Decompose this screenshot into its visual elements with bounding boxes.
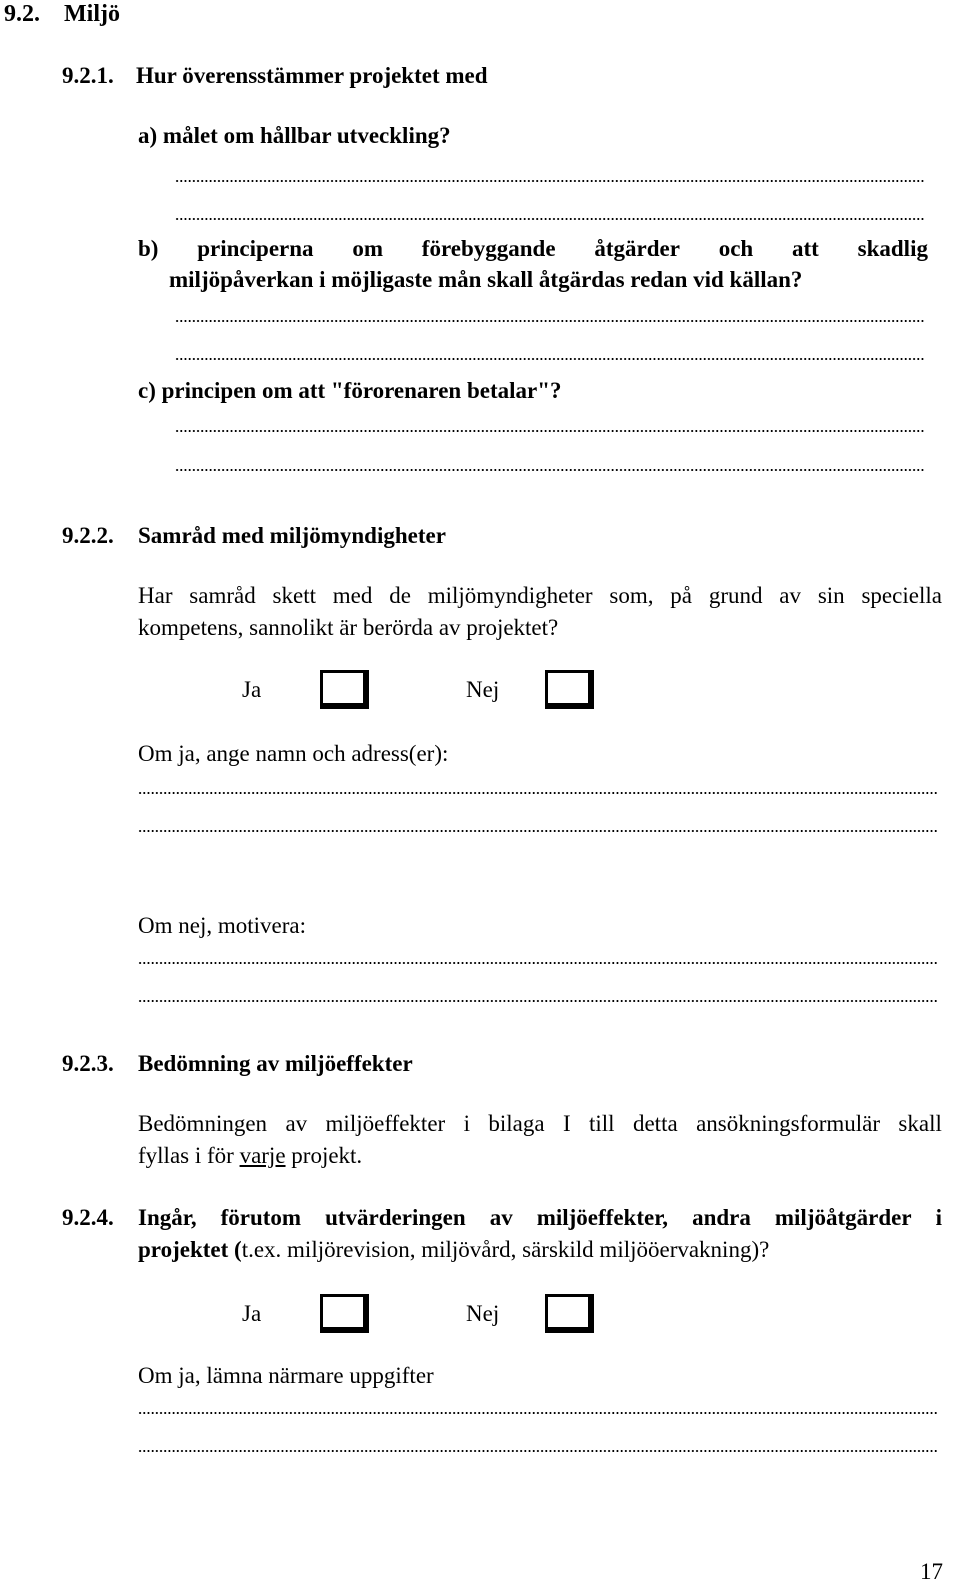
no-checkbox-2[interactable] xyxy=(545,1294,594,1333)
word: b) xyxy=(138,236,159,261)
word: av xyxy=(779,583,802,608)
answer-line-b2[interactable] xyxy=(175,358,925,360)
answer-line-b1[interactable] xyxy=(175,320,925,322)
text: projekt. xyxy=(285,1143,363,1168)
other-measures-question-line1 xyxy=(138,1204,942,1232)
if-yes-label-2: Om ja, lämna närmare uppgifter xyxy=(138,1363,434,1388)
word: Har xyxy=(138,583,173,608)
word: skadlig xyxy=(857,236,928,261)
if-no-label: Om nej, motivera: xyxy=(138,913,306,938)
word: speciella xyxy=(861,583,942,608)
assessment-text-line2 xyxy=(138,1142,362,1170)
word: och xyxy=(718,236,754,261)
subsection-number-3: 9.2.3. xyxy=(62,1051,114,1076)
assessment-text-line1 xyxy=(138,1110,942,1138)
section-title: Miljö xyxy=(64,1,120,27)
word: i xyxy=(463,1111,470,1136)
word: av xyxy=(285,1111,308,1136)
answer-line-c1[interactable] xyxy=(175,430,925,432)
word: grund xyxy=(708,583,763,608)
answer-line-motivate1[interactable] xyxy=(138,962,938,964)
answer-line-a2[interactable] xyxy=(175,218,925,220)
word: de xyxy=(389,583,411,608)
answer-line-details2[interactable] xyxy=(138,1450,938,1452)
no-label-1: Nej xyxy=(466,677,500,702)
word: miljöeffekter xyxy=(325,1111,446,1136)
word: Bedömningen xyxy=(138,1111,268,1136)
answer-line-names2[interactable] xyxy=(138,830,938,832)
word: i xyxy=(935,1205,942,1230)
text: projektet ( xyxy=(138,1237,242,1262)
answer-line-names1[interactable] xyxy=(138,792,938,794)
other-measures-question-line2 xyxy=(138,1236,769,1264)
word: andra xyxy=(692,1205,751,1230)
word: ansökningsformulär xyxy=(696,1111,881,1136)
no-checkbox-1[interactable] xyxy=(545,670,594,709)
word: med xyxy=(332,583,373,608)
question-b-line2: miljöpåverkan i möjligaste mån skall åtgärdas redan vid källan? xyxy=(169,267,803,292)
word: åtgärder xyxy=(594,236,680,261)
underlined-word: varje xyxy=(239,1143,286,1168)
word: på xyxy=(670,583,692,608)
subsection-number-1: 9.2.1. xyxy=(62,63,114,88)
page-number: 17 xyxy=(920,1559,943,1584)
question-a: a) målet om hållbar utveckling? xyxy=(138,123,451,148)
subsection-title-2: Samråd med miljömyndigheter xyxy=(138,523,446,548)
text: t.ex. miljörevision, miljövård, särskild miljööervakning)? xyxy=(241,1237,770,1262)
word: detta xyxy=(632,1111,678,1136)
word: miljöåtgärder xyxy=(774,1205,912,1230)
answer-line-details1[interactable] xyxy=(138,1412,938,1414)
word: I xyxy=(562,1111,571,1136)
question-b-line1 xyxy=(138,235,928,263)
subsection-number-4: 9.2.4. xyxy=(62,1205,114,1230)
text: fyllas i för xyxy=(138,1143,240,1168)
word: om xyxy=(352,236,383,261)
subsection-number-2: 9.2.2. xyxy=(62,523,114,548)
consultation-question-line2: kompetens, sannolikt är berörda av projektet? xyxy=(138,615,559,640)
yes-checkbox-2[interactable] xyxy=(320,1294,369,1333)
yes-label-1: Ja xyxy=(242,677,262,702)
consultation-question-line1 xyxy=(138,582,942,610)
answer-line-a1[interactable] xyxy=(175,180,925,182)
word: principerna xyxy=(197,236,314,261)
word: sin xyxy=(817,583,845,608)
section-number: 9.2. xyxy=(4,1,40,27)
word: till xyxy=(589,1111,615,1136)
answer-line-motivate2[interactable] xyxy=(138,1000,938,1002)
word: att xyxy=(792,236,819,261)
word: miljöeffekter, xyxy=(536,1205,669,1230)
if-yes-label-1: Om ja, ange namn och adress(er): xyxy=(138,741,449,766)
word: bilaga xyxy=(488,1111,545,1136)
word: förutom xyxy=(220,1205,302,1230)
word: Ingår, xyxy=(138,1205,197,1230)
word: som, xyxy=(609,583,654,608)
word: utvärderingen xyxy=(325,1205,466,1230)
word: samråd xyxy=(189,583,256,608)
yes-label-2: Ja xyxy=(242,1301,262,1326)
word: skett xyxy=(272,583,316,608)
subsection-title-3: Bedömning av miljöeffekter xyxy=(138,1051,413,1076)
word: förebyggande xyxy=(421,236,556,261)
subsection-title-1: Hur överensstämmer projektet med xyxy=(136,63,488,88)
no-label-2: Nej xyxy=(466,1301,500,1326)
word: skall xyxy=(898,1111,942,1136)
word: miljömyndigheter xyxy=(427,583,593,608)
word: av xyxy=(489,1205,513,1230)
question-c: c) principen om att "förorenaren betalar"? xyxy=(138,378,562,403)
answer-line-c2[interactable] xyxy=(175,469,925,471)
yes-checkbox-1[interactable] xyxy=(320,670,369,709)
